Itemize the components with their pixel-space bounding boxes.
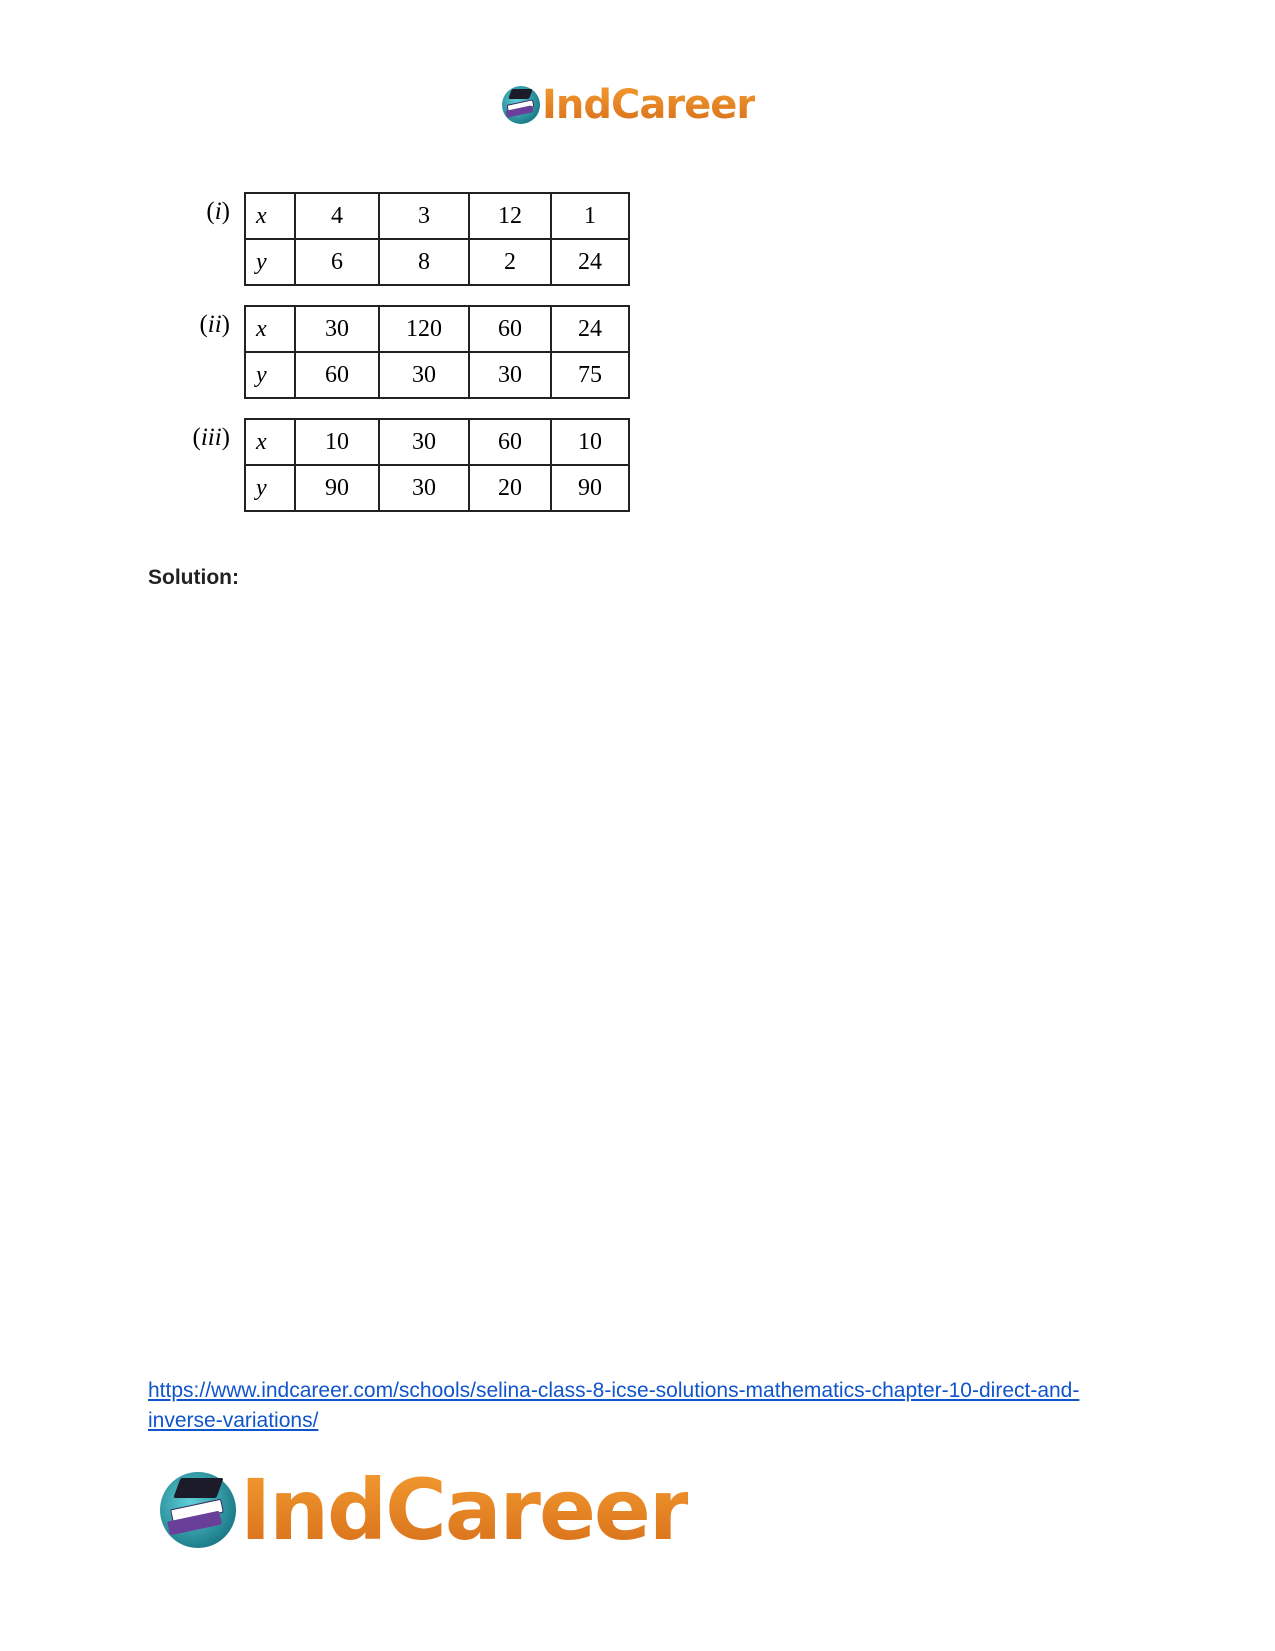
problem-iii: [160, 418, 630, 512]
var-label-x: x: [245, 193, 295, 239]
table-cell: 20: [469, 465, 551, 511]
table-cell: 4: [295, 193, 379, 239]
table-cell: 60: [295, 352, 379, 398]
var-label-y: y: [245, 352, 295, 398]
table-cell: 24: [551, 306, 629, 352]
table-cell: 60: [469, 419, 551, 465]
table-cell: 2: [469, 239, 551, 285]
graduation-cap-books-icon: [160, 1472, 236, 1548]
problem-label: (iii): [192, 424, 230, 451]
table-cell: 30: [379, 419, 469, 465]
table-row-y: [245, 352, 629, 398]
table-cell: 30: [379, 465, 469, 511]
table-cell: 10: [295, 419, 379, 465]
table-cell: 60: [469, 306, 551, 352]
var-label-y: y: [245, 239, 295, 285]
table-cell: 30: [379, 352, 469, 398]
table-cell: 30: [469, 352, 551, 398]
header-logo: [502, 80, 755, 130]
header-logo-text: IndCareer: [542, 82, 756, 128]
xy-table: [244, 192, 630, 286]
table-cell: 90: [295, 465, 379, 511]
table-cell: 1: [551, 193, 629, 239]
table-cell: 120: [379, 306, 469, 352]
table-cell: 6: [295, 239, 379, 285]
var-label-x: x: [245, 419, 295, 465]
var-label-y: y: [245, 465, 295, 511]
problem-label: (i): [206, 198, 230, 225]
table-cell: 24: [551, 239, 629, 285]
table-cell: 75: [551, 352, 629, 398]
table-row-x: [245, 306, 629, 352]
problem-i: [160, 192, 630, 286]
table-cell: 10: [551, 419, 629, 465]
table-cell: 8: [379, 239, 469, 285]
table-row-y: [245, 239, 629, 285]
solution-heading: Solution:: [148, 566, 239, 589]
xy-table: [244, 305, 630, 399]
source-link[interactable]: https://www.indcareer.com/schools/selina-class-8-icse-solutions-mathematics-chapter-10-direct-and-inverse-variations/: [148, 1379, 1080, 1432]
table-row-x: [245, 419, 629, 465]
table-row-y: [245, 465, 629, 511]
xy-table: [244, 418, 630, 512]
footer-logo-text: IndCareer: [240, 1461, 689, 1559]
table-cell: 12: [469, 193, 551, 239]
footer-logo: [160, 1461, 689, 1559]
var-label-x: x: [245, 306, 295, 352]
table-cell: 3: [379, 193, 469, 239]
graduation-cap-books-icon: [502, 86, 540, 124]
table-cell: 30: [295, 306, 379, 352]
table-row-x: [245, 193, 629, 239]
problem-ii: [160, 305, 630, 399]
problem-label: (ii): [199, 311, 230, 338]
table-cell: 90: [551, 465, 629, 511]
